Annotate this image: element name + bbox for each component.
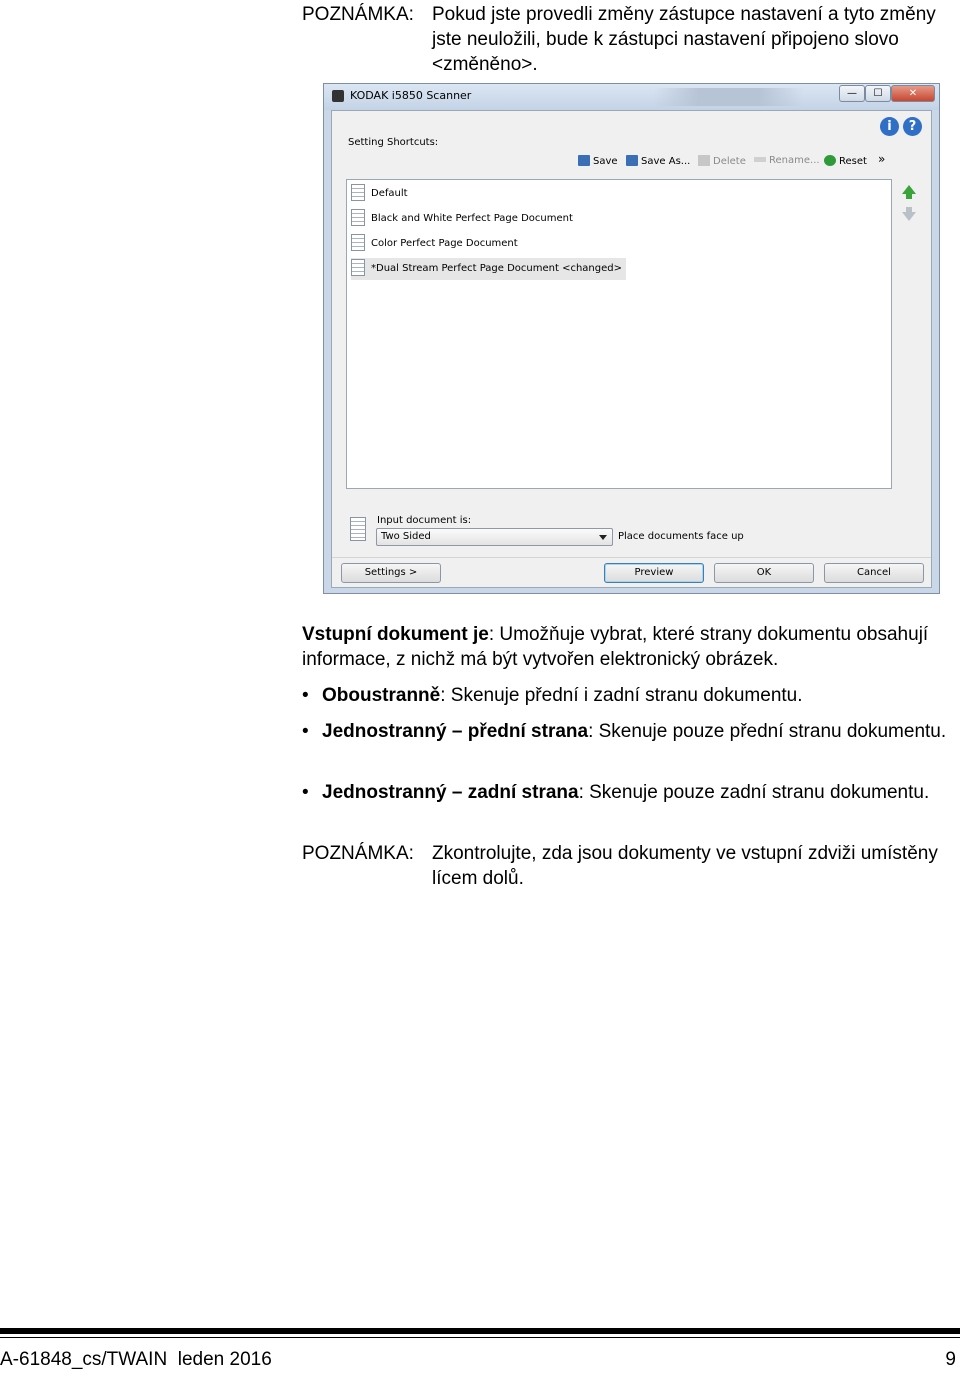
note-label: POZNÁMKA: <box>302 843 414 864</box>
list-item-selected[interactable] <box>351 258 626 280</box>
bullet-item <box>302 719 958 744</box>
save-as-button[interactable] <box>626 155 690 167</box>
ok-button[interactable]: OK <box>714 563 814 583</box>
shortcuts-list[interactable] <box>346 179 892 489</box>
rename-button[interactable] <box>754 155 820 166</box>
preview-button[interactable]: Preview <box>604 563 704 583</box>
bullet-text: : Skenuje pouze zadní stranu dokumentu. <box>578 782 930 803</box>
divider <box>332 557 931 558</box>
save-as-label: Save As... <box>641 156 691 167</box>
list-item-label: Default <box>371 188 408 199</box>
chevron-down-icon <box>599 535 607 540</box>
footer-rule-thin <box>0 1337 960 1338</box>
reset-icon <box>824 155 836 166</box>
footer-doc-id: A-61848_cs/TWAIN leden 2016 <box>0 1349 272 1370</box>
document-icon <box>351 234 365 251</box>
intro-text: : Umožňuje vybrat, které strany dokumentu obsahují informace, z nichž má být vytvořen elektronický obrázek. <box>302 624 929 670</box>
settings-button[interactable]: Settings > <box>341 563 441 583</box>
input-document-select[interactable] <box>376 528 613 546</box>
intro-term: Vstupní dokument je <box>302 624 489 645</box>
list-item-label: Color Perfect Page Document <box>371 238 518 249</box>
move-up-icon[interactable] <box>902 185 916 194</box>
document-icon <box>351 209 365 226</box>
scanner-window <box>323 83 940 594</box>
list-item-label: *Dual Stream Perfect Page Document <changed> <box>371 263 622 274</box>
bullet-item <box>302 683 958 708</box>
input-document-label: Input document is: <box>377 515 472 526</box>
note-bottom <box>302 841 958 891</box>
input-document-hint: Place documents face up <box>618 531 744 542</box>
window-title: KODAK i5850 Scanner <box>350 89 472 102</box>
shortcuts-label: Setting Shortcuts: <box>348 137 439 148</box>
document-icon <box>351 184 365 201</box>
save-button[interactable] <box>578 155 618 167</box>
bullet-text: : Skenuje pouze přední stranu dokumentu. <box>588 721 947 742</box>
note-text: Pokud jste provedli změny zástupce nastavení a tyto změny jste neuložili, bude k zástupci nastavení připojeno slovo <změněno>. <box>432 4 936 75</box>
list-item-label: Black and White Perfect Page Document <box>371 213 573 224</box>
note-text: Zkontrolujte, zda jsou dokumenty ve vstupní zdviži umístěny lícem dolů. <box>432 843 938 889</box>
intro-paragraph <box>302 622 958 672</box>
delete-label: Delete <box>713 156 746 167</box>
minimize-button[interactable]: — <box>839 85 865 102</box>
delete-button[interactable] <box>698 155 746 167</box>
save-label: Save <box>593 156 618 167</box>
dialog-client <box>331 110 932 588</box>
bullet-icon: • <box>302 721 309 742</box>
bullet-term: Jednostranný – přední strana <box>322 721 589 742</box>
app-icon <box>332 90 344 102</box>
reset-label: Reset <box>839 156 867 167</box>
page-number: 9 <box>945 1349 956 1370</box>
blurred-tooltip <box>654 88 804 106</box>
bullet-term: Jednostranný – zadní strana <box>322 782 579 803</box>
input-document-value: Two Sided <box>381 531 431 542</box>
footer-rule <box>0 1328 960 1334</box>
reset-button[interactable] <box>824 155 867 167</box>
title-bar <box>324 84 939 110</box>
floppy-icon <box>626 155 638 166</box>
note-label: POZNÁMKA: <box>302 4 414 25</box>
list-item[interactable] <box>351 233 518 255</box>
floppy-icon <box>578 155 590 166</box>
bullet-item <box>302 780 958 805</box>
input-document-icon <box>350 517 366 541</box>
cancel-button[interactable]: Cancel <box>824 563 924 583</box>
maximize-button[interactable]: ☐ <box>865 85 891 102</box>
bullet-icon: • <box>302 782 309 803</box>
bullet-icon: • <box>302 685 309 706</box>
rename-icon <box>754 157 766 162</box>
move-down-icon[interactable] <box>902 212 916 221</box>
note-top <box>302 2 958 77</box>
info-icon[interactable]: i <box>880 117 899 136</box>
toolbar-overflow-button[interactable]: » <box>878 152 886 166</box>
rename-label: Rename... <box>769 155 820 166</box>
list-item[interactable] <box>351 183 408 205</box>
trash-icon <box>698 155 710 166</box>
close-button[interactable]: ✕ <box>891 85 935 102</box>
help-icon[interactable]: ? <box>903 117 922 136</box>
list-item[interactable] <box>351 208 573 230</box>
move-up-icon-stem <box>906 194 912 199</box>
document-icon <box>351 259 365 276</box>
bullet-term: Oboustranně <box>322 685 441 706</box>
bullet-text: : Skenuje přední i zadní stranu dokumentu. <box>440 685 803 706</box>
